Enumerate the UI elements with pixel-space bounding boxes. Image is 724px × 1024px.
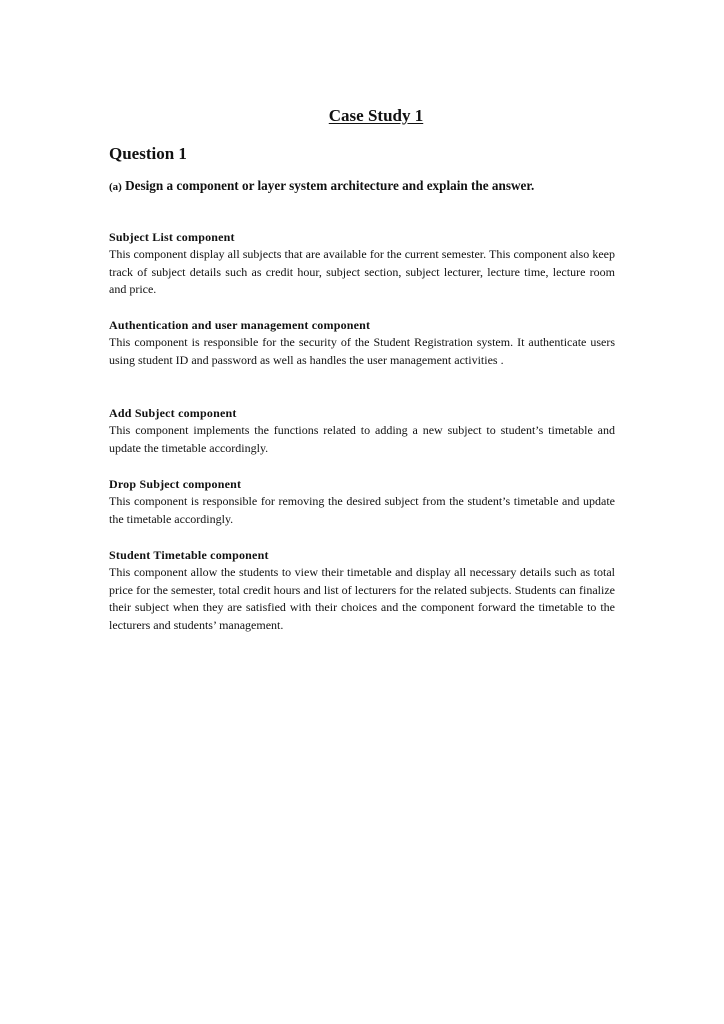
section-body: This component implements the functions related to adding a new subject to student’s timetable and update the timetable accordingly. — [109, 423, 615, 455]
page-title: Case Study 1 — [328, 106, 424, 125]
section-body: This component allow the students to view their timetable and display all necessary details such as total price for the semester, total credit hours and list of lecturers for the related subjects. Students can finalize their subject when they are satisfied with their choices and the component forward the timetable to the lecturers and students’ management. — [109, 565, 615, 632]
section-add-subject — [109, 404, 615, 457]
section-body: This component is responsible for removing the desired subject from the student’s timetable and update the timetable accordingly. — [109, 494, 615, 526]
sub-question — [109, 178, 534, 194]
sub-question-text: Design a component or layer system architecture and explain the answer. — [125, 178, 535, 193]
section-heading: Student Timetable component — [109, 548, 269, 562]
section-heading: Drop Subject component — [109, 477, 242, 491]
sub-question-marker: (a) — [109, 181, 122, 193]
section-heading: Subject List component — [109, 230, 235, 244]
section-drop-subject — [109, 475, 615, 528]
section-student-timetable — [109, 546, 615, 634]
section-subject-list — [109, 228, 615, 299]
section-heading: Add Subject component — [109, 406, 237, 420]
section-body: This component is responsible for the security of the Student Registration system. It authenticate users using student ID and password as well as handles the user management activities . — [109, 335, 615, 367]
question-heading: Question 1 — [109, 144, 187, 163]
section-authentication — [109, 316, 615, 369]
section-heading: Authentication and user management component — [109, 318, 371, 332]
section-body: This component display all subjects that are available for the current semester. This component also keep track of subject details such as credit hour, subject section, subject lecturer, lecture time, lecture room and price. — [109, 247, 615, 297]
